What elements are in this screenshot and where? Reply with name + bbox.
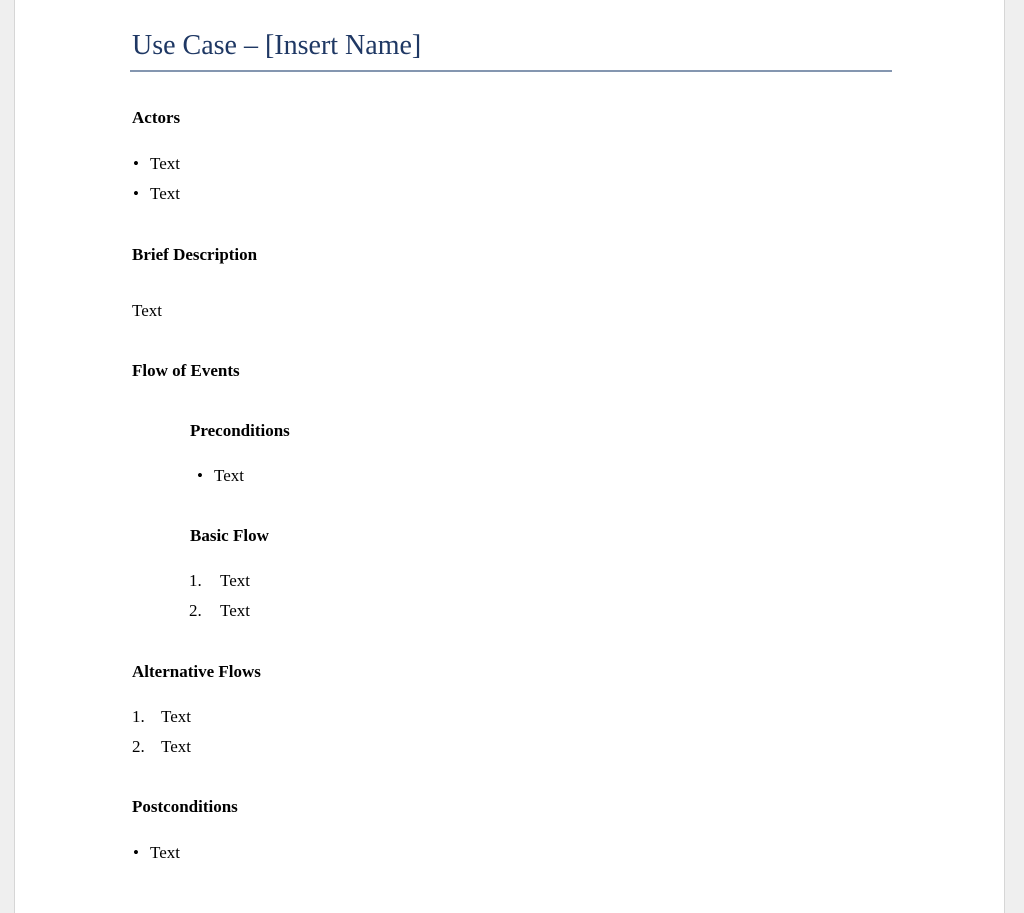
heading-alternative-flows: Alternative Flows [132,662,261,681]
heading-flow-of-events: Flow of Events [132,361,240,380]
brief-description-text: Text [132,301,162,320]
heading-actors: Actors [132,108,181,127]
alternative-flow-number-1: 1. [132,707,145,726]
heading-basic-flow: Basic Flow [190,526,269,545]
document-page [14,0,1005,913]
alternative-flow-number-2: 2. [132,737,145,756]
preconditions-item-1: • Text [214,465,244,487]
title-underline [130,70,892,72]
postconditions-item-1: • Text [150,842,180,864]
alternative-flow-item-1: Text [161,707,191,726]
heading-postconditions: Postconditions [132,797,238,816]
basic-flow-number-2: 2. [189,601,202,620]
heading-brief-description: Brief Description [132,245,258,264]
basic-flow-item-2: Text [220,601,250,620]
basic-flow-item-1: Text [220,571,250,590]
basic-flow-number-1: 1. [189,571,202,590]
document-title: Use Case – [Insert Name] [132,30,422,61]
actors-item-2: • Text [150,183,180,205]
heading-preconditions: Preconditions [190,421,290,440]
alternative-flow-item-2: Text [161,737,191,756]
actors-item-1: • Text [150,153,180,175]
